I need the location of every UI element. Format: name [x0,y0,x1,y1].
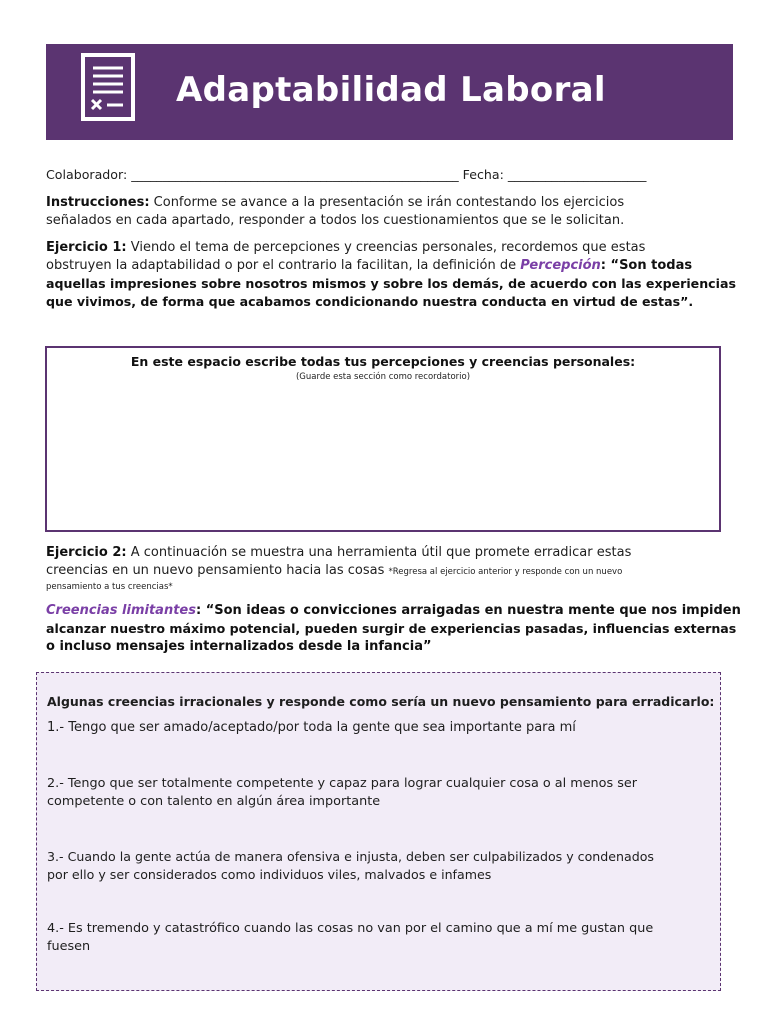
creencias-irracionales-box [36,672,721,991]
list-item: 1.- Tengo que ser amado/aceptado/por toda la gente que sea importante para mí [47,720,576,735]
list-item-line: 2.- Tengo que ser totalmente competente y capaz para lograr cualquier cosa o al menos ser [47,776,638,791]
list-item [47,920,653,956]
page-title: Adaptabilidad Laboral [176,70,606,110]
ejercicio2-paragraph [46,544,631,593]
fecha-label: Fecha: [458,167,508,182]
instrucciones-label: Instrucciones: [46,195,150,210]
ejercicio1-text-2: obstruyen la adaptabilidad o por el contrario la facilitan, la definición de [46,258,521,273]
list-item [47,848,654,884]
list-item-line: 3.- Cuando la gente actúa de manera ofensiva e injusta, deben ser culpabilizados y condenados [47,849,654,864]
colaborador-field[interactable]: ____________________________________________________ [131,167,459,182]
fecha-field[interactable]: ______________________ [507,167,647,182]
creencias-text-3: o incluso mensajes internalizados desde la infancia” [46,639,432,654]
list-item-line: por ello y ser considerados como individuos viles, malvados e infames [47,867,492,882]
checklist-document-icon [80,52,136,122]
ejercicio1-label: Ejercicio 1: [46,240,127,255]
ejercicio2-note-1: *Regresa al ejercicio anterior y responde con un nuevo [388,567,623,577]
ejercicio2-note-2: pensamiento a tus creencias* [46,582,173,592]
percepciones-answer-box[interactable] [45,346,721,532]
form-line [46,166,646,184]
ejercicio2-label: Ejercicio 2: [46,545,127,560]
percepcion-term: Percepción [520,258,601,273]
creencias-text-1: : “Son ideas o convicciones arraigadas en nuestra mente que nos impiden [195,603,741,618]
instrucciones-text-1: Conforme se avance a la presentación se irán contestando los ejercicios [149,195,625,210]
percepciones-box-subtitle: (Guarde esta sección como recordatorio) [295,372,471,382]
ejercicio1-text-1: Viendo el tema de percepciones y creencias personales, recordemos que estas [126,240,646,255]
instrucciones-text-2: señalados en cada apartado, responder a todos los cuestionamientos que se le solicitan. [46,213,625,228]
creencias-term: Creencias limitantes [46,603,196,618]
list-item-line: competente o con talento en algún área importante [47,794,381,809]
header-banner [46,44,733,140]
list-item [47,775,637,811]
list-item-line: 4.- Es tremendo y catastrófico cuando las cosas no van por el camino que a mí me gustan que [47,921,654,936]
percepciones-box-title: En este espacio escribe todas tus percepciones y creencias personales: [130,354,636,369]
ejercicio1-text-4: que vivimos, de forma que acabamos condicionando nuestra conducta en virtud de estas”. [46,294,694,309]
ejercicio1-text-3: aquellas impresiones sobre nosotros mismos y sobre los demás, de acuerdo con las experiencias [46,276,736,291]
creencias-box-title: Algunas creencias irracionales y responde como sería un nuevo pensamiento para erradicarlo: [47,694,715,709]
colaborador-label: Colaborador: [46,167,132,182]
ejercicio1-paragraph [46,239,736,311]
ejercicio2-text-1: A continuación se muestra una herramienta útil que promete erradicar estas [126,545,632,560]
creencias-text-2: alcanzar nuestro máximo potencial, pueden surgir de experiencias pasadas, influencias externas [46,621,737,636]
ejercicio2-text-2: creencias en un nuevo pensamiento hacia las cosas [46,563,389,578]
instrucciones-paragraph [46,194,624,230]
creencias-paragraph [46,602,741,656]
list-item-line: fuesen [47,939,91,954]
ejercicio1-quote-start: : “Son todas [600,258,693,273]
